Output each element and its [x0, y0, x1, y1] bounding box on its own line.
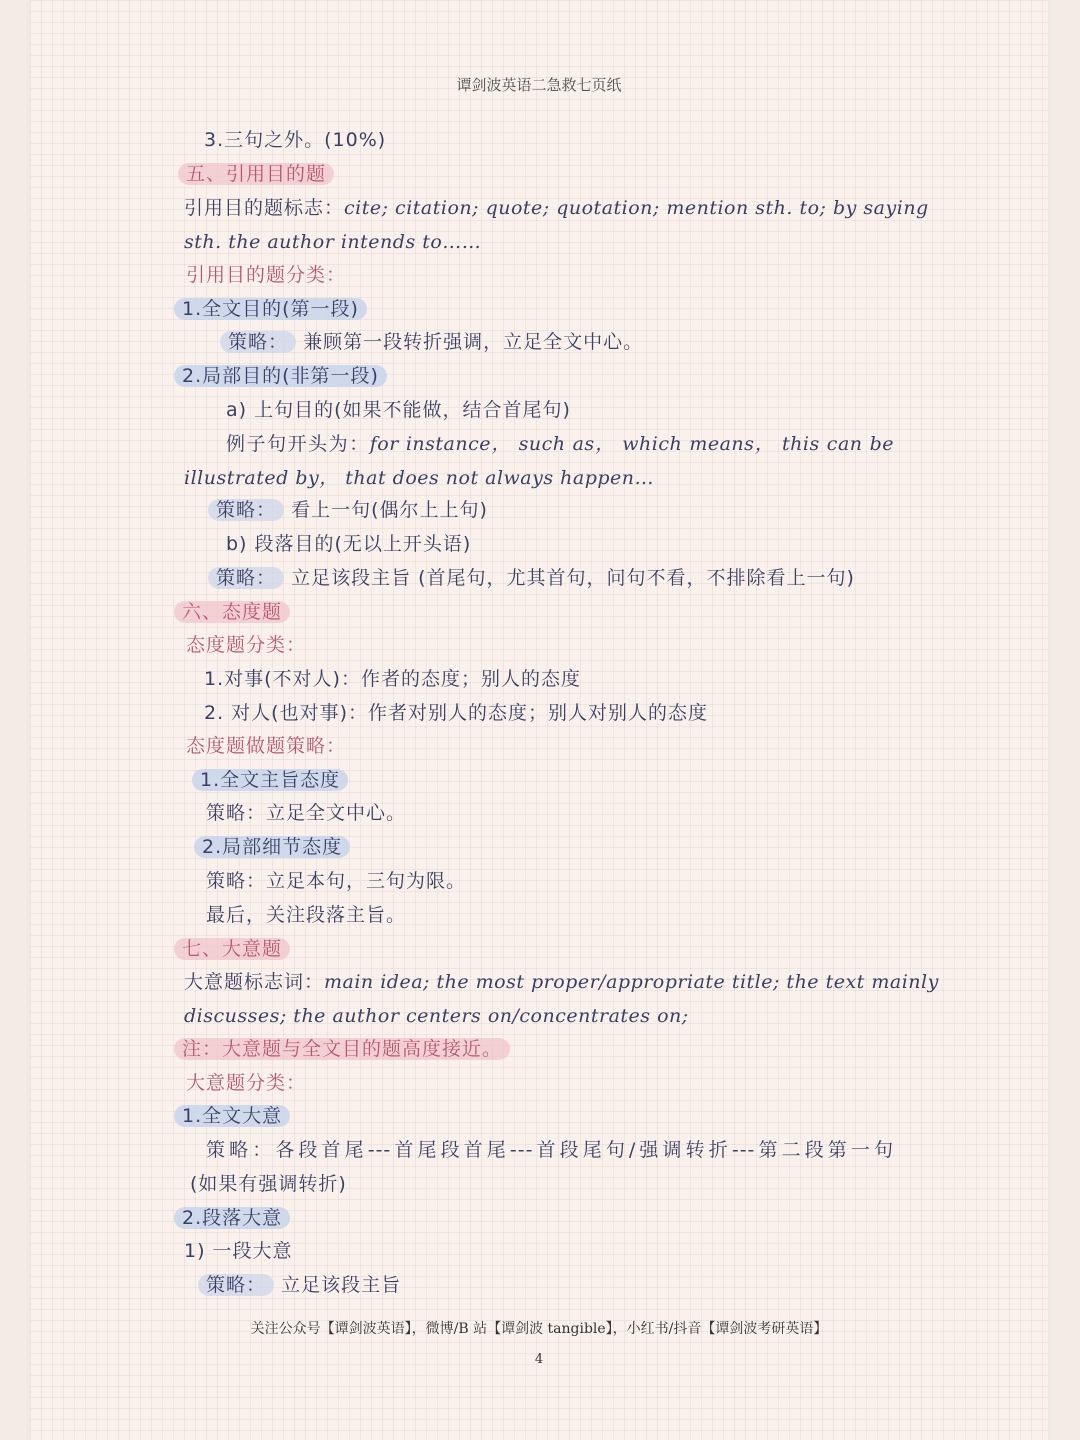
category-item	[174, 1103, 290, 1129]
category-item	[174, 1205, 290, 1231]
strategy-line: 策略：立足本句，三句为限。	[206, 870, 467, 892]
note-line: (如果有强调转折)	[190, 1173, 347, 1195]
subheading: 引用目的题分类：	[186, 264, 347, 286]
category-highlight: 1.全文大意	[174, 1105, 290, 1127]
page-header: 谭剑波英语二急救七页纸	[456, 76, 622, 94]
note-callout	[174, 1036, 510, 1062]
section-heading-quote-purpose	[178, 161, 334, 187]
note-label: 例子句开头为：	[226, 433, 370, 455]
page-footer: 关注公众号【谭剑波英语】，微博/B 站【谭剑波 tangible】，小红书/抖音【谭剑波考研英语】	[250, 1321, 828, 1337]
strategy-label: 策略：	[208, 567, 284, 589]
heading-highlight: 七、大意题	[174, 938, 290, 960]
strategy-label: 策略：	[208, 499, 284, 521]
category-highlight: 2.段落大意	[174, 1207, 290, 1229]
english-text: main idea; the most proper/appropriate title; the text mainly	[324, 971, 939, 993]
strategy-text: 看上一句(偶尔上上句)	[291, 499, 488, 521]
note-line	[226, 431, 894, 457]
english-text: for instance， such as， which means， this can be	[369, 433, 894, 455]
english-text: illustrated by， that does not always happen…	[184, 467, 655, 489]
category-highlight: 1.全文目的(第一段)	[174, 298, 367, 320]
subheading: 大意题分类：	[186, 1072, 307, 1094]
subheading: 态度题分类：	[186, 634, 307, 656]
strategy-line	[220, 329, 643, 355]
note-line: 最后，关注段落主旨。	[206, 904, 407, 926]
strategy-text: 兼顾第一段转折强调，立足全文中心。	[303, 331, 644, 353]
note-line: 3.三句之外。(10%)	[204, 129, 387, 151]
note-line	[184, 969, 939, 995]
strategy-line	[208, 497, 488, 523]
section-heading-attitude	[174, 599, 290, 625]
category-highlight: 2.局部细节态度	[194, 836, 350, 858]
strategy-line	[208, 565, 855, 591]
strategy-line: 策略：立足全文中心。	[206, 802, 407, 824]
strategy-line	[206, 1137, 894, 1163]
note-highlight: 注：大意题与全文目的题高度接近。	[174, 1038, 510, 1060]
english-text: discusses; the author centers on/concentrates on;	[184, 1005, 689, 1027]
strategy-label: 策略：	[220, 331, 296, 353]
note-line: 2. 对人(也对事)：作者对别人的态度；别人对别人的态度	[204, 702, 708, 724]
category-item	[174, 363, 387, 389]
category-highlight: 1.全文主旨态度	[192, 769, 348, 791]
category-item	[192, 767, 348, 793]
heading-highlight: 五、引用目的题	[178, 163, 334, 185]
strategy-text: 立足该段主旨 (首尾句，尤其首句，问句不看，不排除看上一句)	[291, 567, 855, 589]
note-line: 1.对事(不对人)：作者的态度；别人的态度	[204, 668, 581, 690]
strategy-label: 策略：	[198, 1274, 274, 1296]
subheading: 态度题做题策略：	[186, 735, 347, 757]
category-highlight: 2.局部目的(非第一段)	[174, 365, 387, 387]
english-text: cite; citation; quote; quotation; mention sth. to; by saying	[344, 197, 929, 219]
note-line: 1) 一段大意	[184, 1240, 293, 1262]
strategy-text: 各段首尾---首尾段首尾---首段尾句/强调转折---第二段第一句	[275, 1139, 894, 1161]
strategy-label: 策略：	[206, 1139, 276, 1161]
note-line	[184, 195, 929, 221]
keyword-label: 引用目的题标志：	[184, 197, 345, 219]
heading-highlight: 六、态度题	[174, 601, 290, 623]
keyword-label: 大意题标志词：	[184, 971, 325, 993]
note-line: b) 段落目的(无以上开头语)	[226, 533, 472, 555]
note-line: a) 上句目的(如果不能做，结合首尾句)	[226, 399, 571, 421]
category-item	[174, 296, 367, 322]
category-item	[194, 834, 350, 860]
english-text: sth. the author intends to……	[184, 231, 482, 253]
section-heading-main-idea	[174, 936, 290, 962]
strategy-text: 立足该段主旨	[281, 1274, 402, 1296]
notebook-page	[30, 0, 1048, 1440]
strategy-line	[198, 1272, 401, 1298]
page-number: 4	[534, 1352, 544, 1367]
